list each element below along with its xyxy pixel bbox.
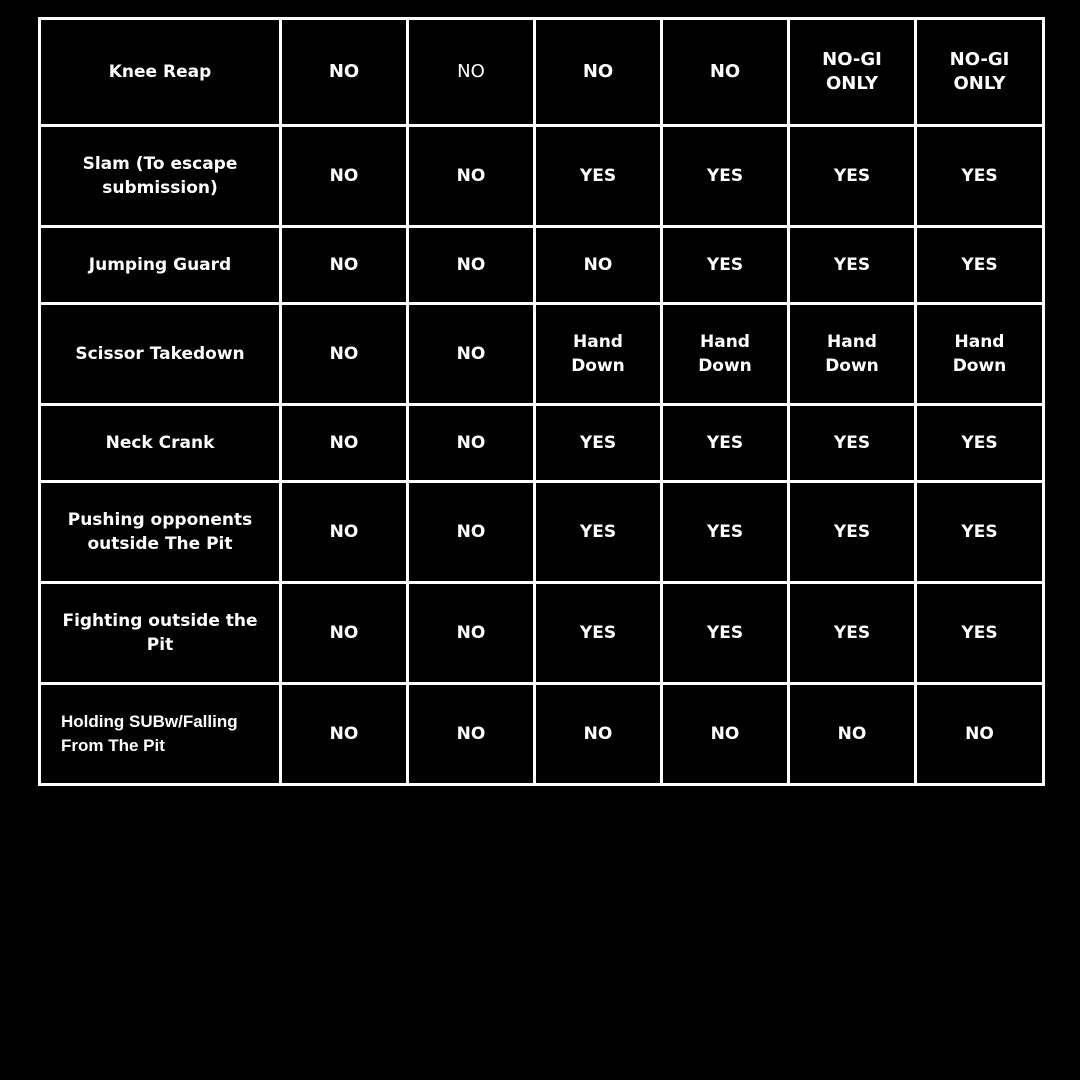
table-cell: NO [281,126,408,227]
table-cell: NO [408,19,535,126]
table-cell: YES [535,482,662,583]
table-cell: YES [535,583,662,684]
table-cell: YES [789,405,916,482]
table-cell: YES [662,583,789,684]
table-cell: YES [789,583,916,684]
table-cell: YES [916,583,1044,684]
table-cell: YES [535,126,662,227]
table-cell: NO [408,482,535,583]
table-cell: NO [281,19,408,126]
table-cell: NO [408,684,535,785]
table-cell: NO [408,227,535,304]
table-cell: NO [408,126,535,227]
row-label: Neck Crank [40,405,281,482]
rules-table [38,17,1045,786]
table-cell: NO-GI ONLY [916,19,1044,126]
table-cell: Hand Down [662,304,789,405]
row-label: Jumping Guard [40,227,281,304]
table-row [40,304,1044,405]
table-row [40,227,1044,304]
table-cell: YES [916,482,1044,583]
table-cell: NO [281,583,408,684]
table-row [40,583,1044,684]
table-cell: NO [281,684,408,785]
table-cell: NO [281,304,408,405]
table-cell: NO [281,482,408,583]
table-row [40,19,1044,126]
table-cell: NO [535,684,662,785]
row-label: Knee Reap [40,19,281,126]
table-cell: NO [535,227,662,304]
table-cell: YES [916,126,1044,227]
table-cell: NO [535,19,662,126]
table-cell: NO [408,304,535,405]
table-row [40,405,1044,482]
table-cell: Hand Down [789,304,916,405]
table-cell: YES [662,126,789,227]
table-cell: YES [789,227,916,304]
table-cell: NO [789,684,916,785]
row-label: Pushing opponents outside The Pit [40,482,281,583]
table-cell: NO [281,227,408,304]
table-cell: YES [662,405,789,482]
table-cell: Hand Down [535,304,662,405]
table-cell: NO [662,19,789,126]
table-cell: Hand Down [916,304,1044,405]
table-cell: NO-GI ONLY [789,19,916,126]
table-cell: YES [662,227,789,304]
row-label: Fighting outside the Pit [40,583,281,684]
table-row [40,126,1044,227]
table-row [40,482,1044,583]
table-cell: NO [408,405,535,482]
table-cell: YES [916,227,1044,304]
table-cell: YES [789,126,916,227]
row-label: Scissor Takedown [40,304,281,405]
table-cell: YES [535,405,662,482]
table-cell: NO [281,405,408,482]
row-label: Slam (To escape submission) [40,126,281,227]
table-cell: YES [662,482,789,583]
table-cell: YES [789,482,916,583]
table-cell: NO [408,583,535,684]
table-cell: NO [916,684,1044,785]
table-row [40,684,1044,785]
table-cell: NO [662,684,789,785]
row-label: Holding SUBw/Falling From The Pit [40,684,281,785]
table-cell: YES [916,405,1044,482]
